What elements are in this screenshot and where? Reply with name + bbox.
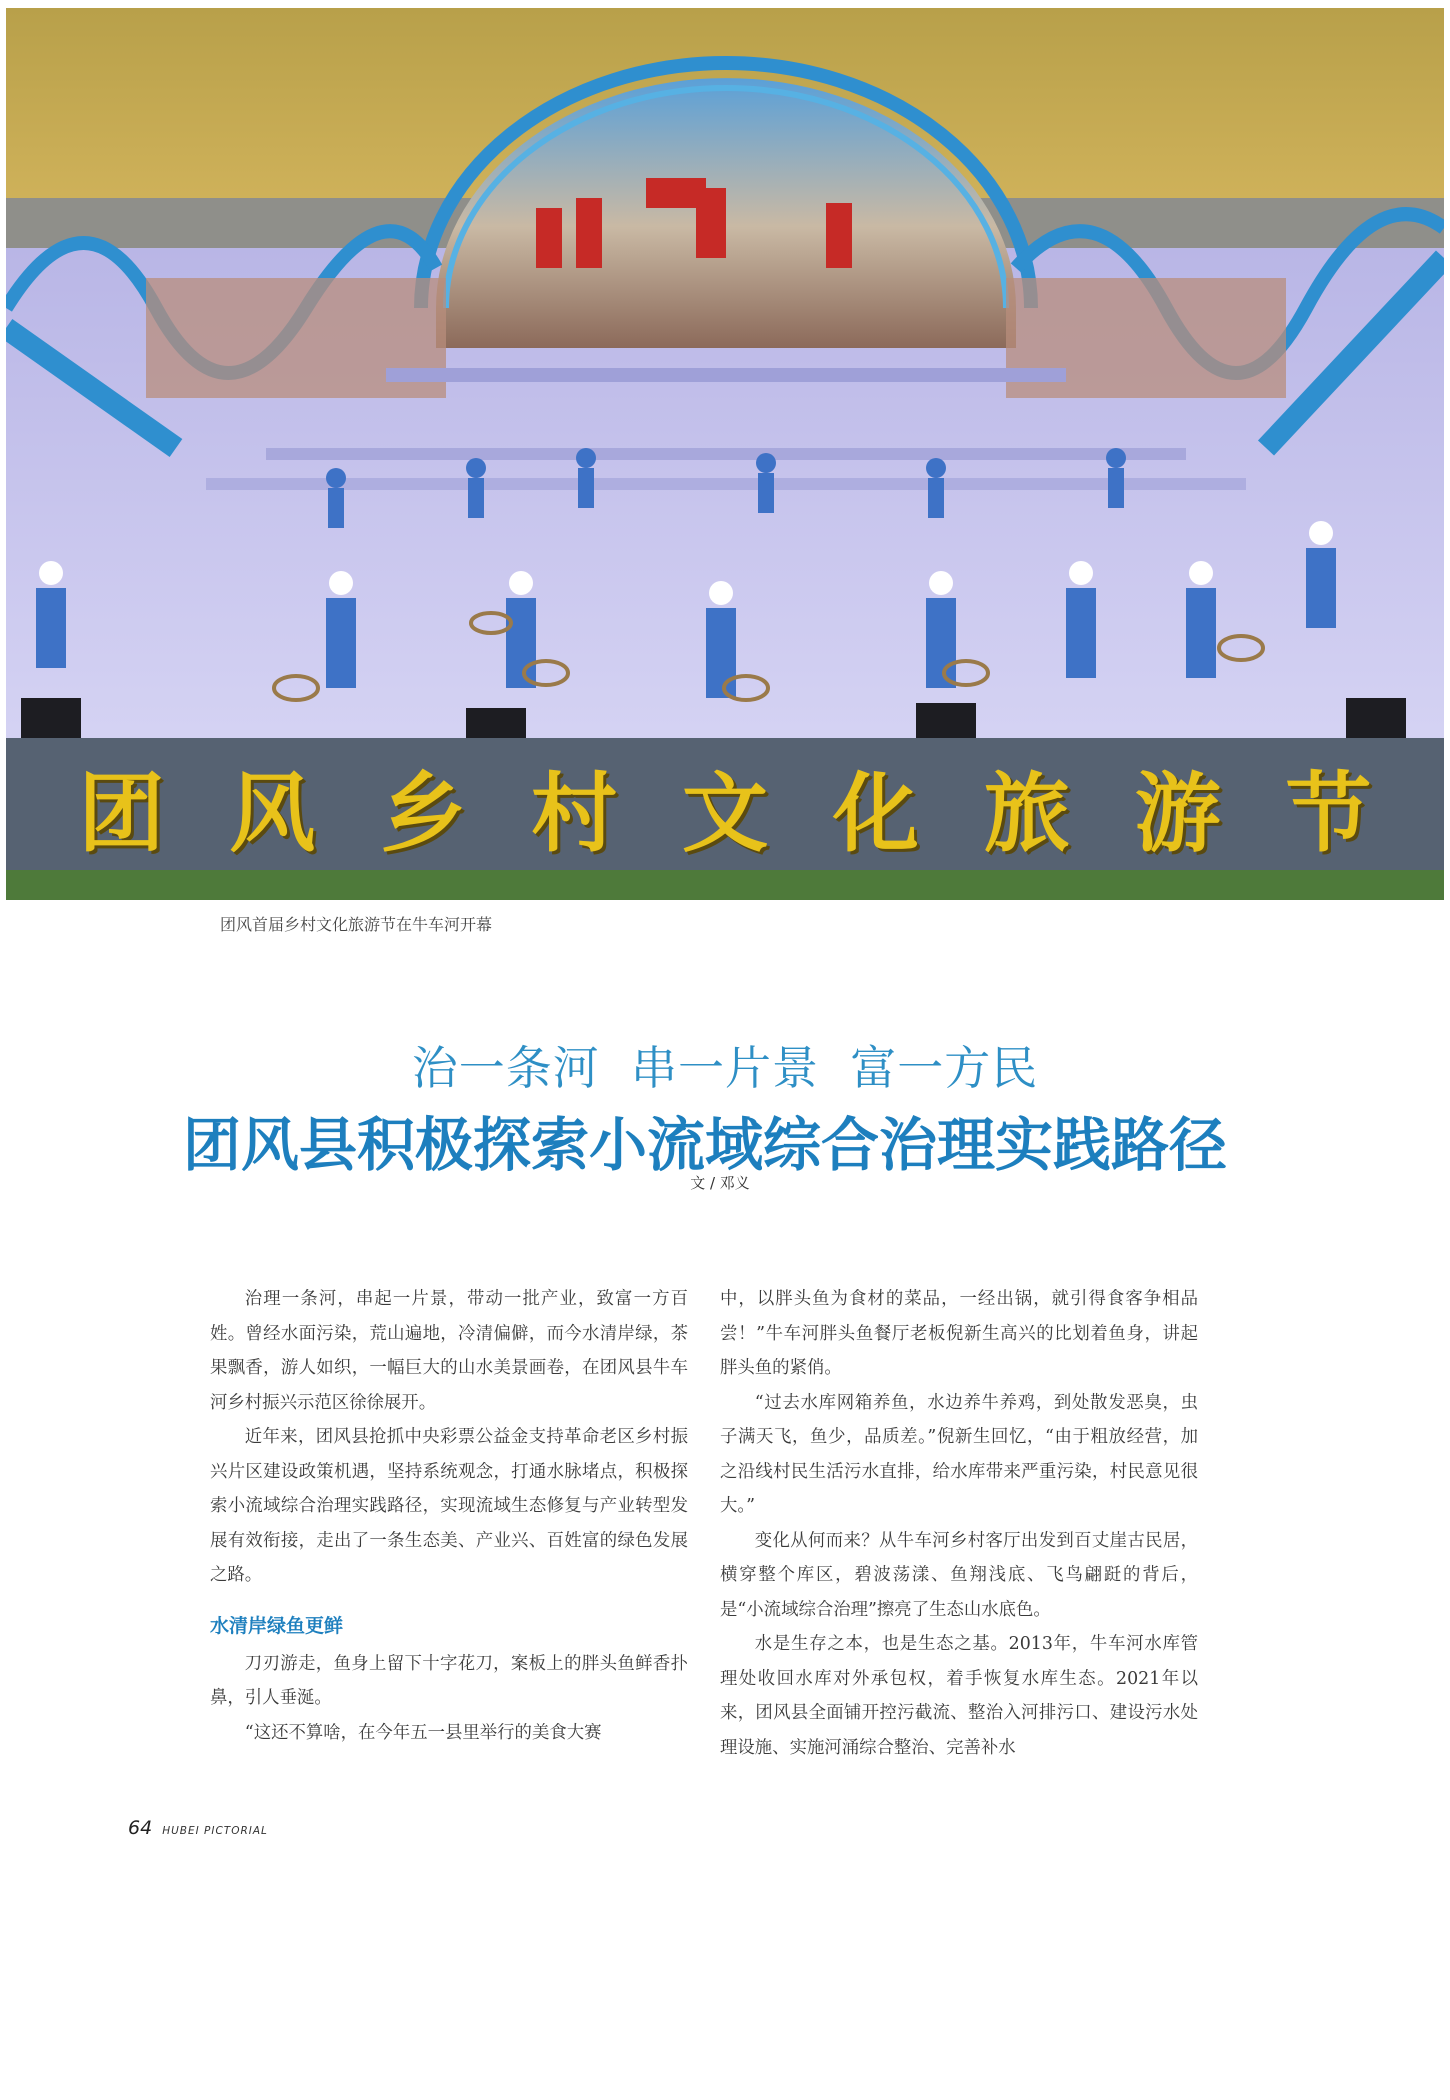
banner-char: 村 bbox=[531, 764, 618, 864]
paragraph: “过去水库网箱养鱼，水边养牛养鸡，到处散发恶臭，虫子满天飞，鱼少，品质差。”倪新生回忆，“由于粗放经营，加之沿线村民生活污水直排，给水库带来严重污染，村民意见很大。” bbox=[720, 1392, 1198, 1516]
page-number: 64 bbox=[128, 1817, 153, 1839]
article-column-left bbox=[210, 1282, 688, 1750]
banner-char: 游 bbox=[1134, 764, 1221, 864]
page-footer bbox=[128, 1817, 268, 1839]
banner-char: 文 bbox=[681, 764, 768, 864]
banner-char: 节 bbox=[1285, 764, 1372, 864]
banner-char: 旅 bbox=[983, 764, 1070, 864]
banner-char: 风 bbox=[229, 764, 316, 864]
paragraph: 近年来，团风县抢抓中央彩票公益金支持革命老区乡村振兴片区建设政策机遇，坚持系统观念，打通水脉堵点，积极探索小流域综合治理实践路径，实现流域生态修复与产业转型发展有效衔接，走出了一条生态美、产业兴、百姓富的绿色发展之路。 bbox=[210, 1427, 688, 1585]
hero-photo bbox=[6, 8, 1444, 900]
photo-caption: 团风首届乡村文化旅游节在牛车河开幕 bbox=[220, 915, 493, 934]
paragraph: 变化从何而来？从牛车河乡村客厅出发到百丈崖古民居，横穿整个库区，碧波荡漾、鱼翔浅底、飞鸟翩跹的背后，是“小流域综合治理”擦亮了生态山水底色。 bbox=[720, 1530, 1198, 1620]
paragraph: 水是生存之本，也是生态之基。2013年，牛车河水库管理处收回水库对外承包权，着手恢复水库生态。2021年以来，团风县全面铺开控污截流、整治入河排污口、建设污水处理设施、实施河涌综合整治、完善补水 bbox=[720, 1634, 1198, 1758]
banner-char: 团 bbox=[78, 764, 165, 864]
banner-char: 化 bbox=[832, 764, 919, 864]
paragraph: 刀刃游走，鱼身上留下十字花刀，案板上的胖头鱼鲜香扑鼻，引人垂涎。 bbox=[210, 1653, 688, 1708]
article-kicker: 治一条河 串一片景 富一方民 bbox=[411, 1041, 1039, 1095]
section-subhead: 水清岸绿鱼更鲜 bbox=[210, 1614, 344, 1637]
banner-text bbox=[6, 746, 1444, 866]
article-column-right bbox=[720, 1282, 1198, 1765]
article-byline: 文 / 邓义 bbox=[690, 1174, 750, 1192]
article-headline: 团风县积极探索小流域综合治理实践路径 bbox=[182, 1111, 1227, 1179]
paragraph: 治理一条河，串起一片景，带动一批产业，致富一方百姓。曾经水面污染，荒山遍地，冷清偏僻，而今水清岸绿，茶果飘香，游人如织，一幅巨大的山水美景画卷，在团风县牛车河乡村振兴示范区徐徐展开。 bbox=[210, 1289, 688, 1413]
paragraph: 中，以胖头鱼为食材的菜品，一经出锅，就引得食客争相品尝！”牛车河胖头鱼餐厅老板倪新生高兴的比划着鱼身，讲起胖头鱼的紧俏。 bbox=[720, 1289, 1198, 1378]
paragraph: “这还不算啥，在今年五一县里举行的美食大赛 bbox=[244, 1722, 602, 1743]
magazine-name: HUBEI PICTORIAL bbox=[162, 1825, 268, 1837]
banner-char: 乡 bbox=[380, 764, 467, 864]
